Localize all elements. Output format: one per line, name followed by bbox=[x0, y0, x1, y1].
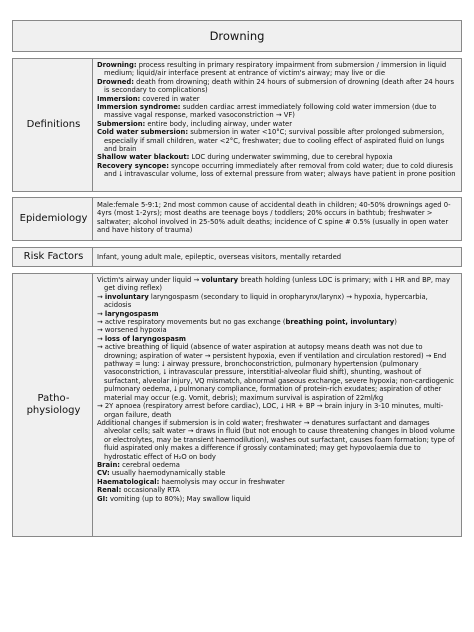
patho-line-7: → active breathing of liquid (absence of water aspiration at autopsy means death was not due to drowning; aspiration of water → persistent hypoxia, even if ventilation and circulation restored) → End pathway = lung: ⭣ airway pressure, bronchoconstriction, pulmonary hypertension (pulmonary vasoconstriction, ⭣ intravascular pressure, interstitial-alveolar fluid shift), shunting, washout of surfactant, alveolar injury, VQ mismatch, abnormal gaseous exchange, severe hypoxia; non-cardiogenic pulmonary oedema, ⭣ pulmonary compliance, formation of protein-rich exudates; aspiration of other material may occur (e.g. Vomit, debris); maximum survival is aspiration of 22ml/kg bbox=[97, 343, 454, 402]
definitions-content bbox=[92, 58, 462, 192]
pathophysiology-content bbox=[92, 273, 462, 537]
patho-line-2: → involuntary laryngospasm (secondary to liquid in oropharynx/larynx) → hypoxia, hypercarbia, acidosis bbox=[97, 292, 428, 310]
risk-factors-label: Risk Factors bbox=[12, 247, 95, 267]
patho-line-3: → laryngospasm bbox=[97, 309, 159, 318]
patho-cv: CV: usually haemodynamically stable bbox=[97, 469, 226, 478]
def-recovery-syncope: Recovery syncope: syncope occurring immediately after removal from cold water; due to cold diuresis and ⭣ intravascular volume, loss of external pressure from water; always have patient in prone position bbox=[97, 161, 456, 179]
pathophysiology-label: Patho-physiology bbox=[12, 273, 95, 537]
patho-brain: Brain: cerebral oedema bbox=[97, 460, 180, 469]
page-title: Drowning bbox=[12, 20, 462, 52]
def-cold-water-submersion: Cold water submersion: submersion in water <10°C; survival possible after prolonged submersion, especially if small children, water <2°C, freshwater; due to cooling effect of aspirated fluid on lungs and brain bbox=[97, 128, 445, 154]
patho-line-9: Additional changes if submersion is in cold water; freshwater → denatures surfactant and damages alveolar cells; salt water → draws in fluid (but not enough to cause threatening changes in blood volume or electrolytes, may be transient haemodilution), washes out surfactant, causes foam formation; type of fluid aspirated only makes a difference if grossly contaminated; may get hypovolaemia due to hydrostatic effect of H₂O on body bbox=[97, 418, 455, 461]
patho-line-8: → 2Y apnoea (respiratory arrest before cardiac), LOC, ⭣ HR + BP → brain injury in 3-10 minutes, multi-organ failure, death bbox=[97, 402, 444, 419]
patho-line-6: → loss of laryngospasm bbox=[97, 334, 187, 343]
risk-factors-text: Infant, young adult male, epileptic, overseas visitors, mentally retarded bbox=[97, 253, 342, 261]
def-drowned: Drowned: death from drowning; death within 24 hours of submersion of drowning (death after 24 hours is secondary to complications) bbox=[97, 77, 455, 95]
patho-haematological: Haematological: haemolysis may occur in freshwater bbox=[97, 477, 285, 486]
epidemiology-text: Male:female 5-9:1; 2nd most common cause of accidental death in children; 40-50% drownings aged 0-4yrs (most 1-2yrs); most deaths are teenage boys / toddlers; 20% occurs in bathtub; freshwater > saltwater; alcohol involved in 25-50% adult deaths; incidence of C spine # 0.5% (usually in open water and have history of trauma) bbox=[97, 201, 451, 235]
def-shallow-water-blackout: Shallow water blackout: LOC during underwater swimming, due to cerebral hypoxia bbox=[97, 153, 393, 162]
patho-line-4: → active respiratory movements but no gas exchange (breathing point, involuntary) bbox=[97, 318, 397, 327]
epidemiology-label: Epidemiology bbox=[12, 197, 95, 241]
risk-factors-content bbox=[92, 247, 462, 267]
def-immersion: Immersion: covered in water bbox=[97, 94, 200, 103]
def-immersion-syndrome: Immersion syndrome: sudden cardiac arrest immediately following cold water immersion (due to massive vagal response, marked vasoconstriction → VF) bbox=[97, 103, 437, 120]
definitions-label: Definitions bbox=[12, 58, 95, 192]
patho-line-1: Victim's airway under liquid → voluntary breath holding (unless LOC is primary; with ⭣ HR and BP, may get diving reflex) bbox=[97, 276, 450, 293]
patho-line-5: → worsened hypoxia bbox=[97, 326, 167, 335]
patho-renal: Renal: occasionally RTA bbox=[97, 486, 180, 495]
def-drowning: Drowning: process resulting in primary respiratory impairment from submersion / immersion in liquid medium; liquid/air interface present at entrance of victim's airway; may live or die bbox=[97, 61, 447, 78]
epidemiology-content bbox=[92, 197, 462, 241]
patho-gi: GI: vomiting (up to 80%); May swallow liquid bbox=[97, 494, 251, 503]
def-submersion: Submersion: entire body, including airway, under water bbox=[97, 119, 293, 128]
